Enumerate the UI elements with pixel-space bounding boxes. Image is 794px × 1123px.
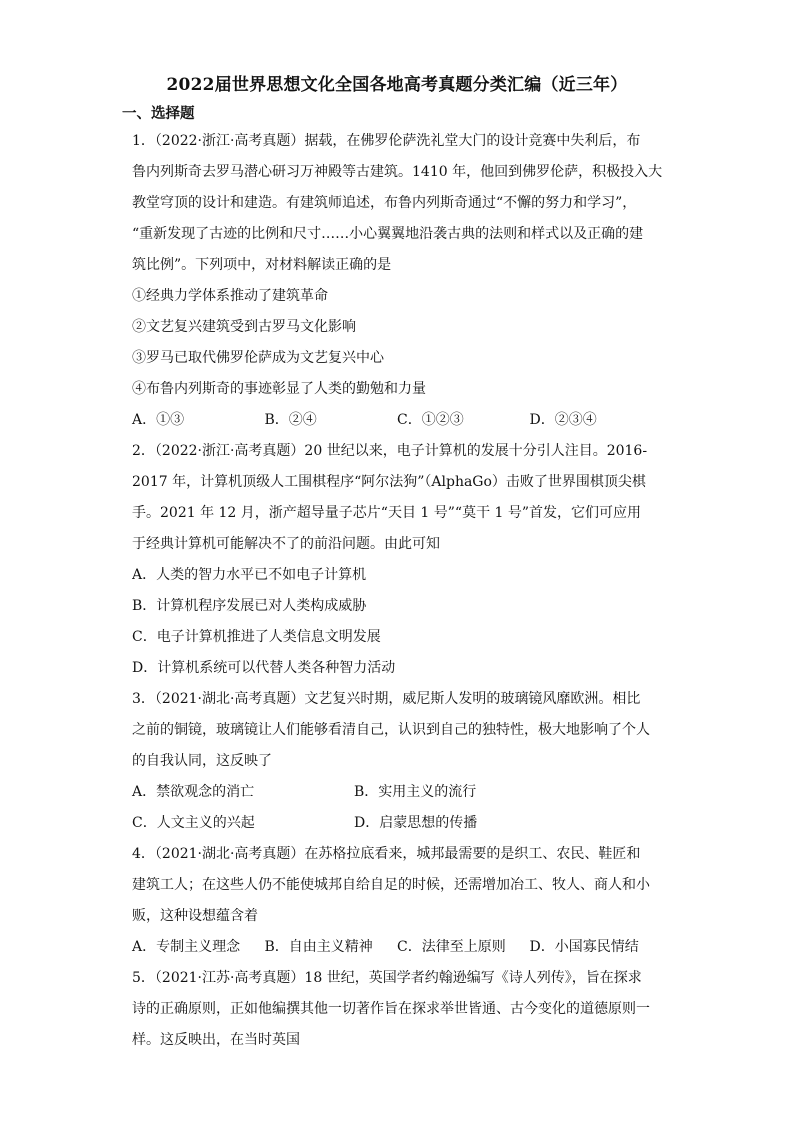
- option-c: C．法律至上原则: [397, 939, 506, 955]
- statement-item: ④布鲁内列斯奇的事迹彰显了人类的勤勉和力量: [132, 381, 426, 397]
- statement-item: ②文艺复兴建筑受到古罗马文化影响: [132, 319, 356, 335]
- question-text-line: 鲁内列斯奇去罗马潜心研习万神殿等古建筑。1410 年，他回到佛罗伦萨，积极投入大: [132, 164, 662, 180]
- question-text-line: 1．（2022·浙江·高考真题）据载，在佛罗伦萨洗礼堂大门的设计竞赛中失利后，布: [132, 133, 641, 149]
- question-text-line: 样。这反映出，在当时英国: [132, 1032, 300, 1048]
- option-b: B．②④: [264, 412, 317, 428]
- statement-item: ①经典力学体系推动了建筑革命: [132, 288, 328, 304]
- question-text-line: 贩，这种设想蕴含着: [132, 908, 258, 924]
- option-d: D．启蒙思想的传播: [354, 815, 478, 831]
- option-d: D．②③④: [529, 412, 597, 428]
- option-c: C．①②③: [397, 412, 464, 428]
- option-c: C．人文主义的兴起: [132, 815, 255, 831]
- option-b: B．自由主义精神: [264, 939, 373, 955]
- option-a: A．禁欲观念的消亡: [132, 784, 255, 800]
- question-text-line: 4．（2021·湖北·高考真题）在苏格拉底看来，城邦最需要的是织工、农民、鞋匠和: [132, 846, 641, 862]
- answer-options: [132, 932, 662, 963]
- question-text-line: 筑比例”。下列项中，对材料解读正确的是: [132, 257, 392, 273]
- page-title: 2022届世界思想文化全国各地高考真题分类汇编（近三年）: [166, 75, 628, 95]
- option-a: A．①③: [132, 412, 185, 428]
- question-5: [132, 963, 662, 1056]
- question-text-line: 2．（2022·浙江·高考真题）20 世纪以来，电子计算机的发展十分引人注目。2016-: [132, 443, 648, 459]
- question-text-line: 手。2021 年 12 月，浙产超导量子芯片“天目 1 号”“莫干 1 号”首发，它们可应用: [132, 505, 642, 521]
- question-text-line: 的自我认同，这反映了: [132, 753, 272, 769]
- question-2: [132, 436, 662, 684]
- question-text-line: 于经典计算机可能解决不了的前沿问题。由此可知: [132, 536, 440, 552]
- option-a: A．专制主义理念: [132, 939, 241, 955]
- option-a: A．人类的智力水平已不如电子计算机: [132, 567, 367, 583]
- option-d: D．小国寡民情结: [529, 939, 639, 955]
- question-3: [132, 684, 662, 839]
- answer-options: [132, 777, 662, 808]
- question-text-line: 3．（2021·湖北·高考真题）文艺复兴时期，威尼斯人发明的玻璃镜风靡欧洲。相比: [132, 691, 641, 707]
- question-text-line: 2017 年，计算机顶级人工围棋程序“阿尔法狗”（AlphaGo）击败了世界围棋顶尖棋: [132, 474, 646, 490]
- question-4: [132, 839, 662, 963]
- option-d: D．计算机系统可以代替人类各种智力活动: [132, 660, 396, 676]
- option-b: B．实用主义的流行: [354, 784, 477, 800]
- statement-item: ③罗马已取代佛罗伦萨成为文艺复兴中心: [132, 350, 384, 366]
- option-c: C．电子计算机推进了人类信息文明发展: [132, 629, 381, 645]
- question-text-line: “重新发现了古迹的比例和尺寸……小心翼翼地沿袭古典的法则和样式以及正确的建: [132, 226, 644, 242]
- question-text-line: 建筑工人；在这些人仍不能使城邦自给自足的时候，还需增加冶工、牧人、商人和小: [132, 877, 650, 893]
- question-list: [132, 126, 662, 1056]
- answer-options: [132, 808, 662, 839]
- question-text-line: 诗的正确原则，正如他编撰其他一切著作旨在探求举世皆通、古今变化的道德原则一: [132, 1001, 650, 1017]
- question-1: [132, 126, 662, 436]
- question-text-line: 教堂穹顶的设计和建造。有建筑师追述，布鲁内列斯奇通过“不懈的努力和学习”，: [132, 195, 637, 211]
- answer-options: [132, 405, 662, 436]
- section-heading: 一、选择题: [122, 105, 195, 122]
- question-text-line: 之前的铜镜，玻璃镜让人们能够看清自己，认识到自己的独特性，极大地影响了个人: [132, 722, 650, 738]
- option-b: B．计算机程序发展已对人类构成威胁: [132, 598, 367, 614]
- question-text-line: 5．（2021·江苏·高考真题）18 世纪，英国学者约翰逊编写《诗人列传》，旨在探求: [132, 970, 642, 986]
